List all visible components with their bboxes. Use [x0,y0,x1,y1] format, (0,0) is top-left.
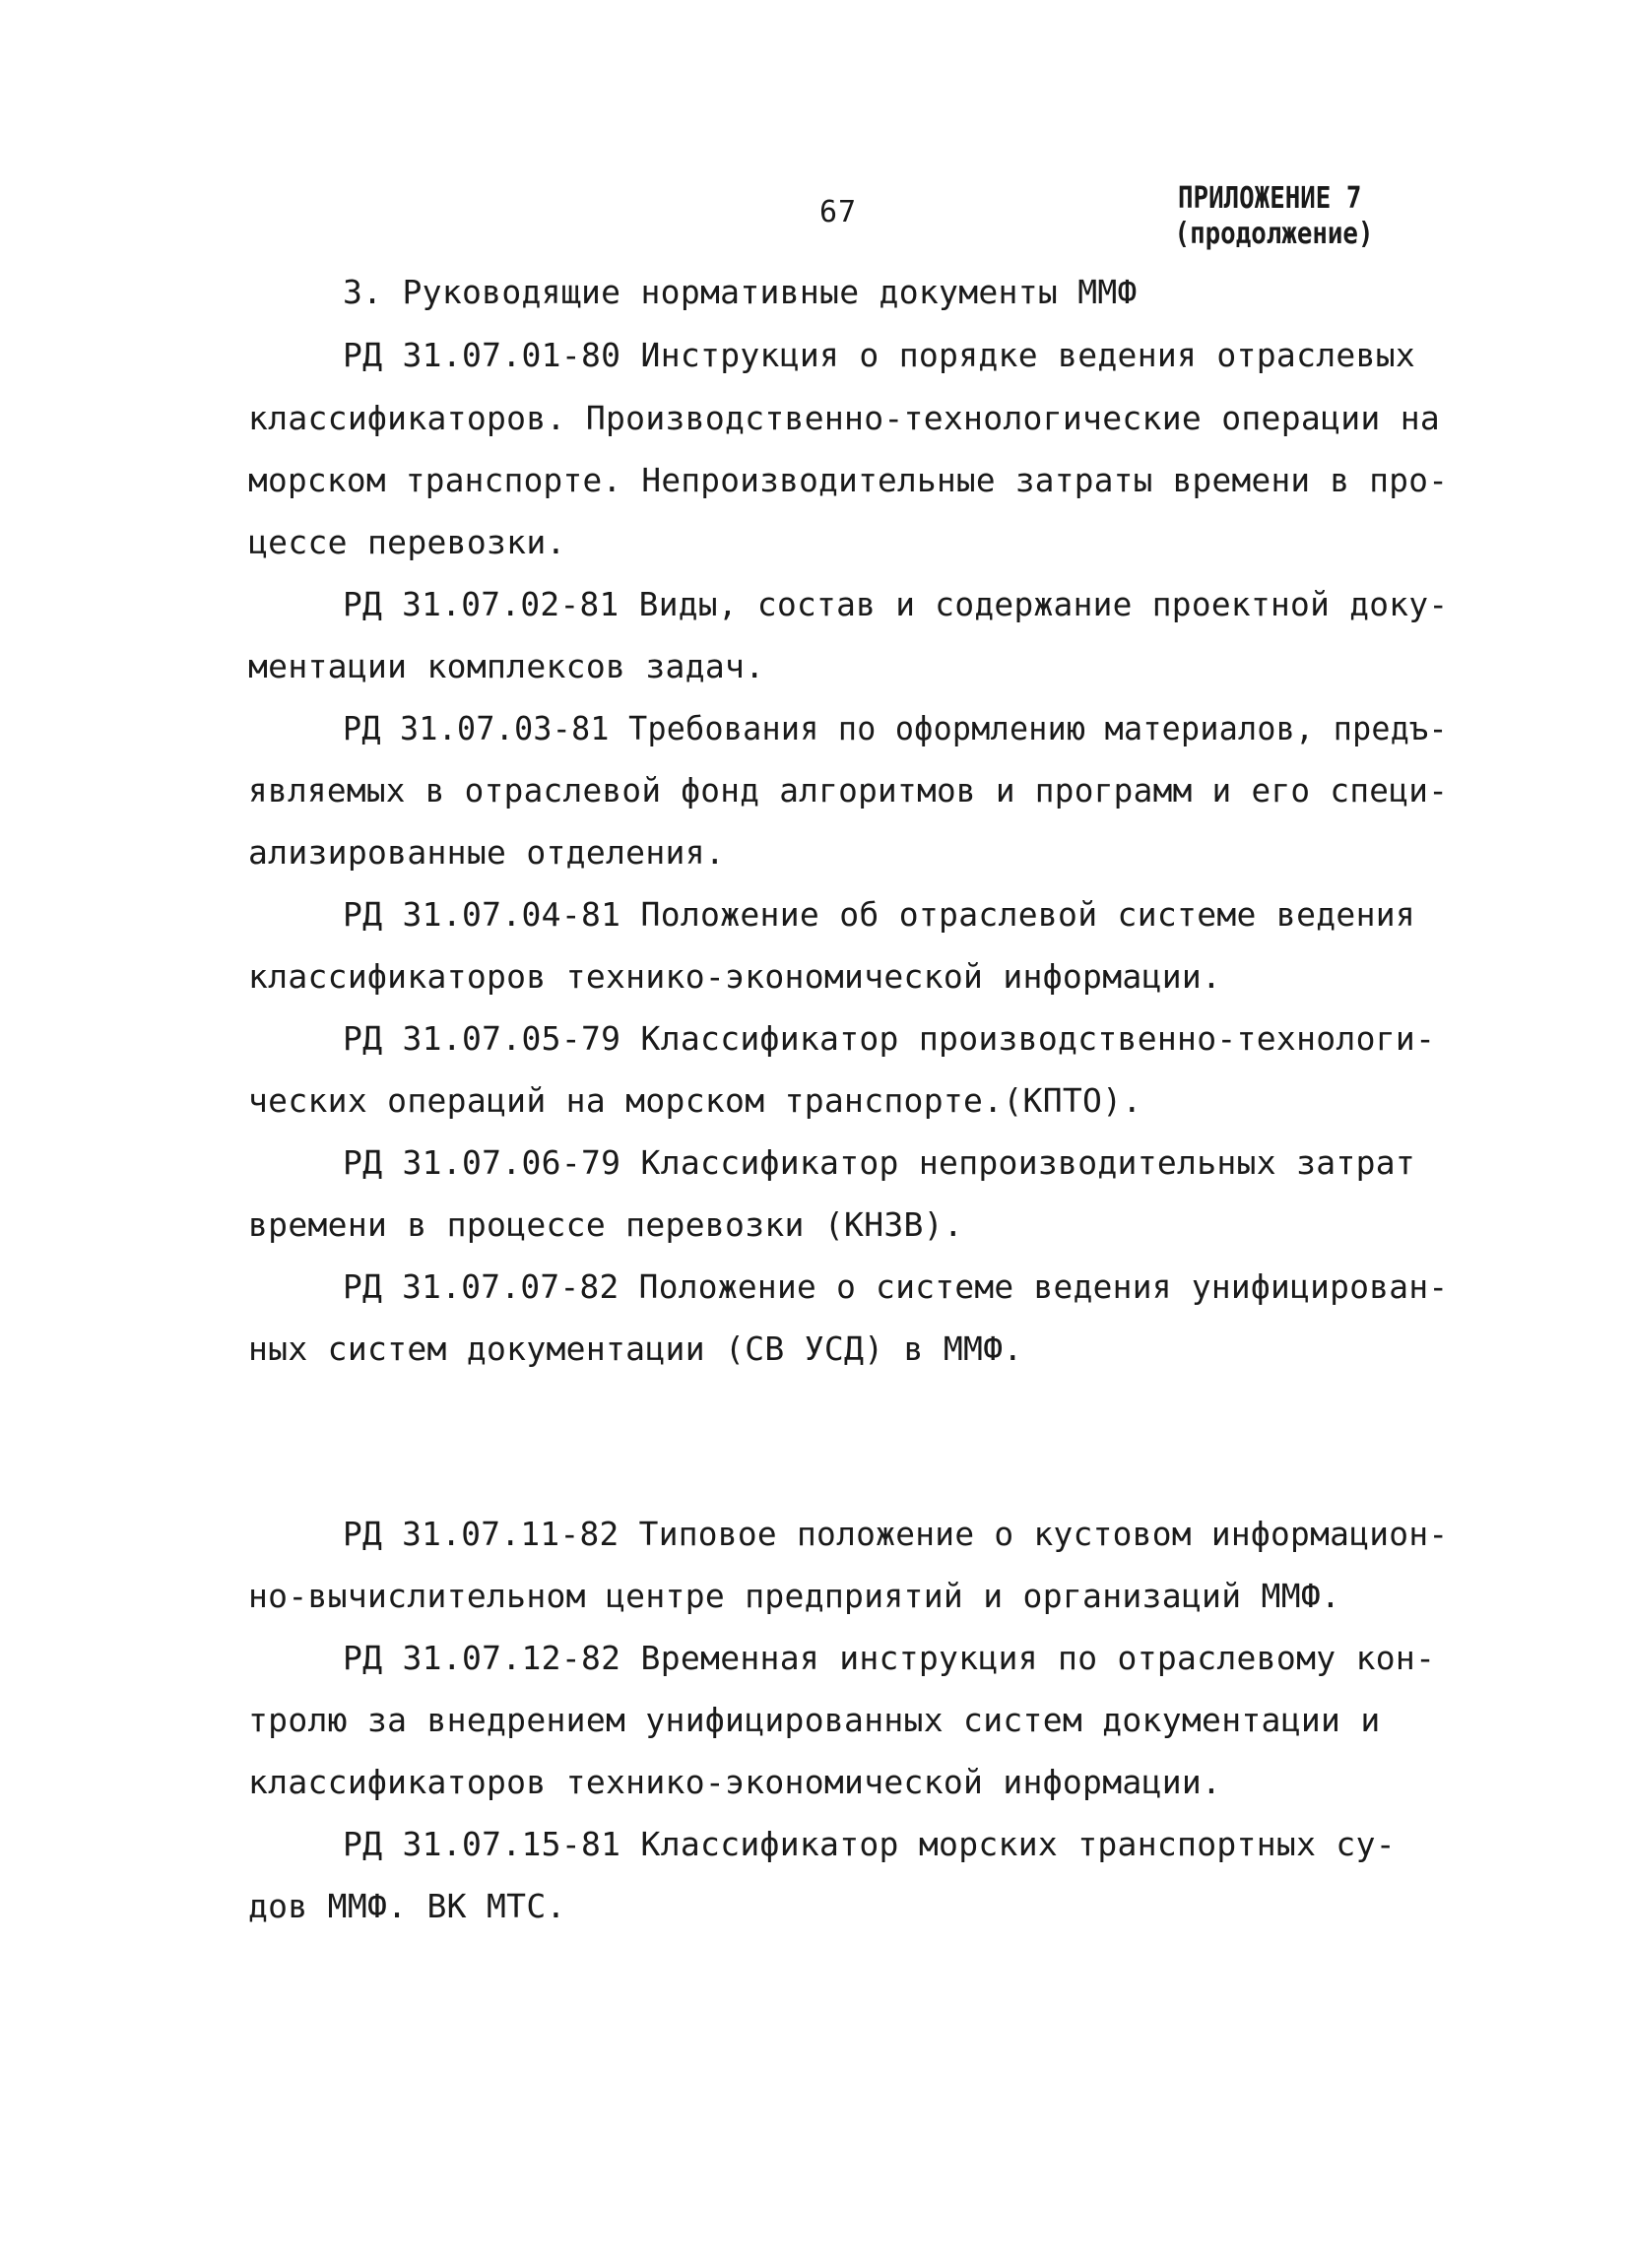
document-text-line: тролю за внедрением унифицированных систем документации и [248,1701,1381,1739]
document-entry-first-line [343,336,1415,374]
document-text-line: ных систем документации (СВ УСД) в ММФ. [248,1329,1023,1368]
appendix-label [1174,181,1432,252]
document-text-line: ализированные отделения. [248,833,726,872]
document-text: Классификатор непроизводительных затрат [640,1143,1416,1182]
document-entry-first-line [343,895,1415,934]
document-text: Временная инструкция по отраслевому кон- [640,1639,1436,1677]
document-entry-first-line [343,1825,1396,1863]
document-text-line: классификаторов. Производственно-технологические операции на [248,399,1441,437]
document-text-line: ческих операций на морском транспорте.(КПТО). [248,1081,1142,1120]
document-entry-first-line [343,1515,1448,1553]
document-text-line: ментации комплексов задач. [248,647,765,685]
document-text-line: классификаторов технико-экономической информации. [248,957,1222,996]
document-code: РД 31.07.04-81 [343,895,621,934]
document-code: РД 31.07.01-80 [343,336,621,374]
document-text: Классификатор морских транспортных су- [640,1825,1396,1863]
document-text: Классификатор производственно-технологи- [640,1019,1436,1058]
document-text-line: но-вычислительном центре предприятий и организаций ММФ. [248,1577,1341,1615]
document-code: РД 31.07.11-82 [343,1515,619,1553]
page-number: 67 [819,195,858,229]
document-text: Положение о системе ведения унифицирован- [638,1267,1449,1306]
document-text-line: морском транспорте. Непроизводительные затраты времени в про- [248,461,1449,499]
document-text: Типовое положение о кустовом информацион- [638,1515,1449,1553]
document-entry-first-line [343,1019,1435,1058]
appendix-subtitle: (продолжение) [1174,217,1374,251]
document-entry-first-line [343,1639,1435,1677]
document-code: РД 31.07.06-79 [343,1143,621,1182]
document-text: Инструкция о порядке ведения отраслевых [640,336,1416,374]
document-entry-first-line [343,1143,1415,1182]
document-text: Виды, состав и содержание проектной доку- [638,585,1449,623]
document-entry-first-line [343,1267,1448,1306]
document-text-line: времени в процессе перевозки (КНЗВ). [248,1205,964,1244]
document-entry-first-line [343,709,1448,747]
document-text-line: цессе перевозки. [248,523,566,561]
document-code: РД 31.07.12-82 [343,1639,621,1677]
document-text-line: дов ММФ. ВК МТС. [248,1887,566,1925]
document-text: Требования по оформлению материалов, предъ- [628,709,1448,747]
document-code: РД 31.07.07-82 [343,1267,619,1306]
document-text: Положение об отраслевой системе ведения [640,895,1416,934]
appendix-title: ПРИЛОЖЕНИЕ 7 [1178,181,1362,216]
document-code: РД 31.07.15-81 [343,1825,621,1863]
document-code: РД 31.07.02-81 [343,585,619,623]
document-code: РД 31.07.03-81 [343,709,610,747]
section-heading: 3. Руководящие нормативные документы ММФ [343,273,1138,311]
document-code: РД 31.07.05-79 [343,1019,621,1058]
document-entry-first-line [343,585,1448,623]
document-text-line: являемых в отраслевой фонд алгоритмов и программ и его специ- [248,771,1449,810]
document-text-line: классификаторов технико-экономической информации. [248,1763,1222,1801]
